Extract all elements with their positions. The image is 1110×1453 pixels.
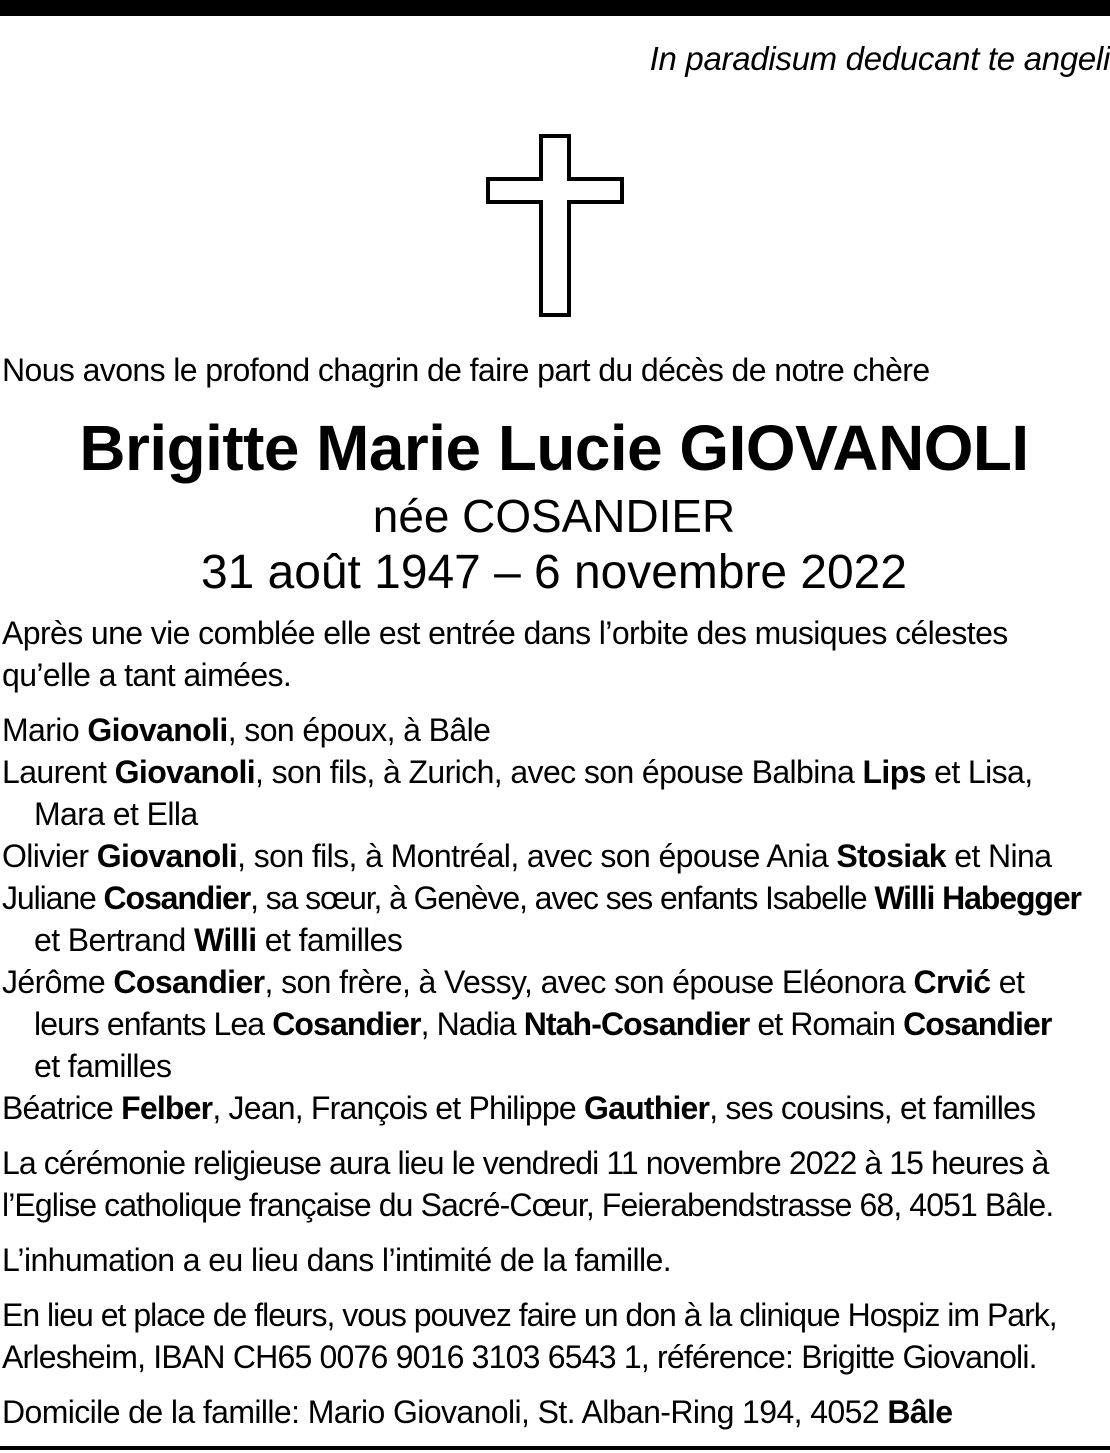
maiden-name: née COSANDIER (372, 490, 736, 542)
family-entry: Mario Giovanoli, son époux, à Bâle (2, 712, 491, 748)
donation-line: Arlesheim, IBAN CH65 0076 9016 3103 6543 1, référence: Brigitte Giovanoli. (2, 1339, 1037, 1375)
burial-info: L’inhumation a eu lieu dans l’intimité de la famille. (2, 1242, 672, 1278)
ceremony-line: l’Eglise catholique française du Sacré-Cœur, Feierabendstrasse 68, 4051 Bâle. (2, 1187, 1054, 1223)
family-entry: Olivier Giovanoli, son fils, à Montréal, avec son épouse Ania Stosiak et Nina (2, 838, 1052, 874)
family-entry-continuation: Mara et Ella (34, 796, 198, 832)
ceremony-line: La cérémonie religieuse aura lieu le vendredi 11 novembre 2022 à 15 heures à (2, 1145, 1049, 1181)
family-entry: Laurent Giovanoli, son fils, à Zurich, avec son épouse Balbina Lips et Lisa, (2, 754, 1033, 790)
family-domicile: Domicile de la famille: Mario Giovanoli, St. Alban-Ring 194, 4052 Bâle (2, 1394, 953, 1430)
deceased-name: Brigitte Marie Lucie GIOVANOLI (79, 412, 1029, 484)
donation-line: En lieu et place de fleurs, vous pouvez faire un don à la clinique Hospiz im Park, (2, 1297, 1057, 1333)
tribute-line: qu’elle a tant aimées. (2, 657, 292, 693)
epigraph: In paradisum deducant te angeli (649, 40, 1110, 77)
bottom-rule (0, 1446, 1110, 1450)
intro-text: Nous avons le profond chagrin de faire part du décès de notre chère (2, 352, 930, 388)
family-entry: Béatrice Felber, Jean, François et Philippe Gauthier, ses cousins, et familles (2, 1090, 1036, 1126)
family-entry-continuation: et Bertrand Willi et familles (34, 922, 403, 958)
top-rule (0, 0, 1110, 16)
family-entry: Juliane Cosandier, sa sœur, à Genève, avec ses enfants Isabelle Willi Habegger (2, 880, 1081, 916)
life-dates: 31 août 1947 – 6 novembre 2022 (201, 546, 907, 599)
family-entry: Jérôme Cosandier, son frère, à Vessy, avec son épouse Eléonora Crvić et (2, 964, 1025, 1000)
family-entry-continuation: leurs enfants Lea Cosandier, Nadia Ntah-Cosandier et Romain Cosandier (34, 1006, 1052, 1042)
tribute-line: Après une vie comblée elle est entrée dans l’orbite des musiques célestes (2, 615, 1008, 651)
cross-icon (486, 134, 624, 317)
family-entry-continuation: et familles (34, 1048, 172, 1084)
